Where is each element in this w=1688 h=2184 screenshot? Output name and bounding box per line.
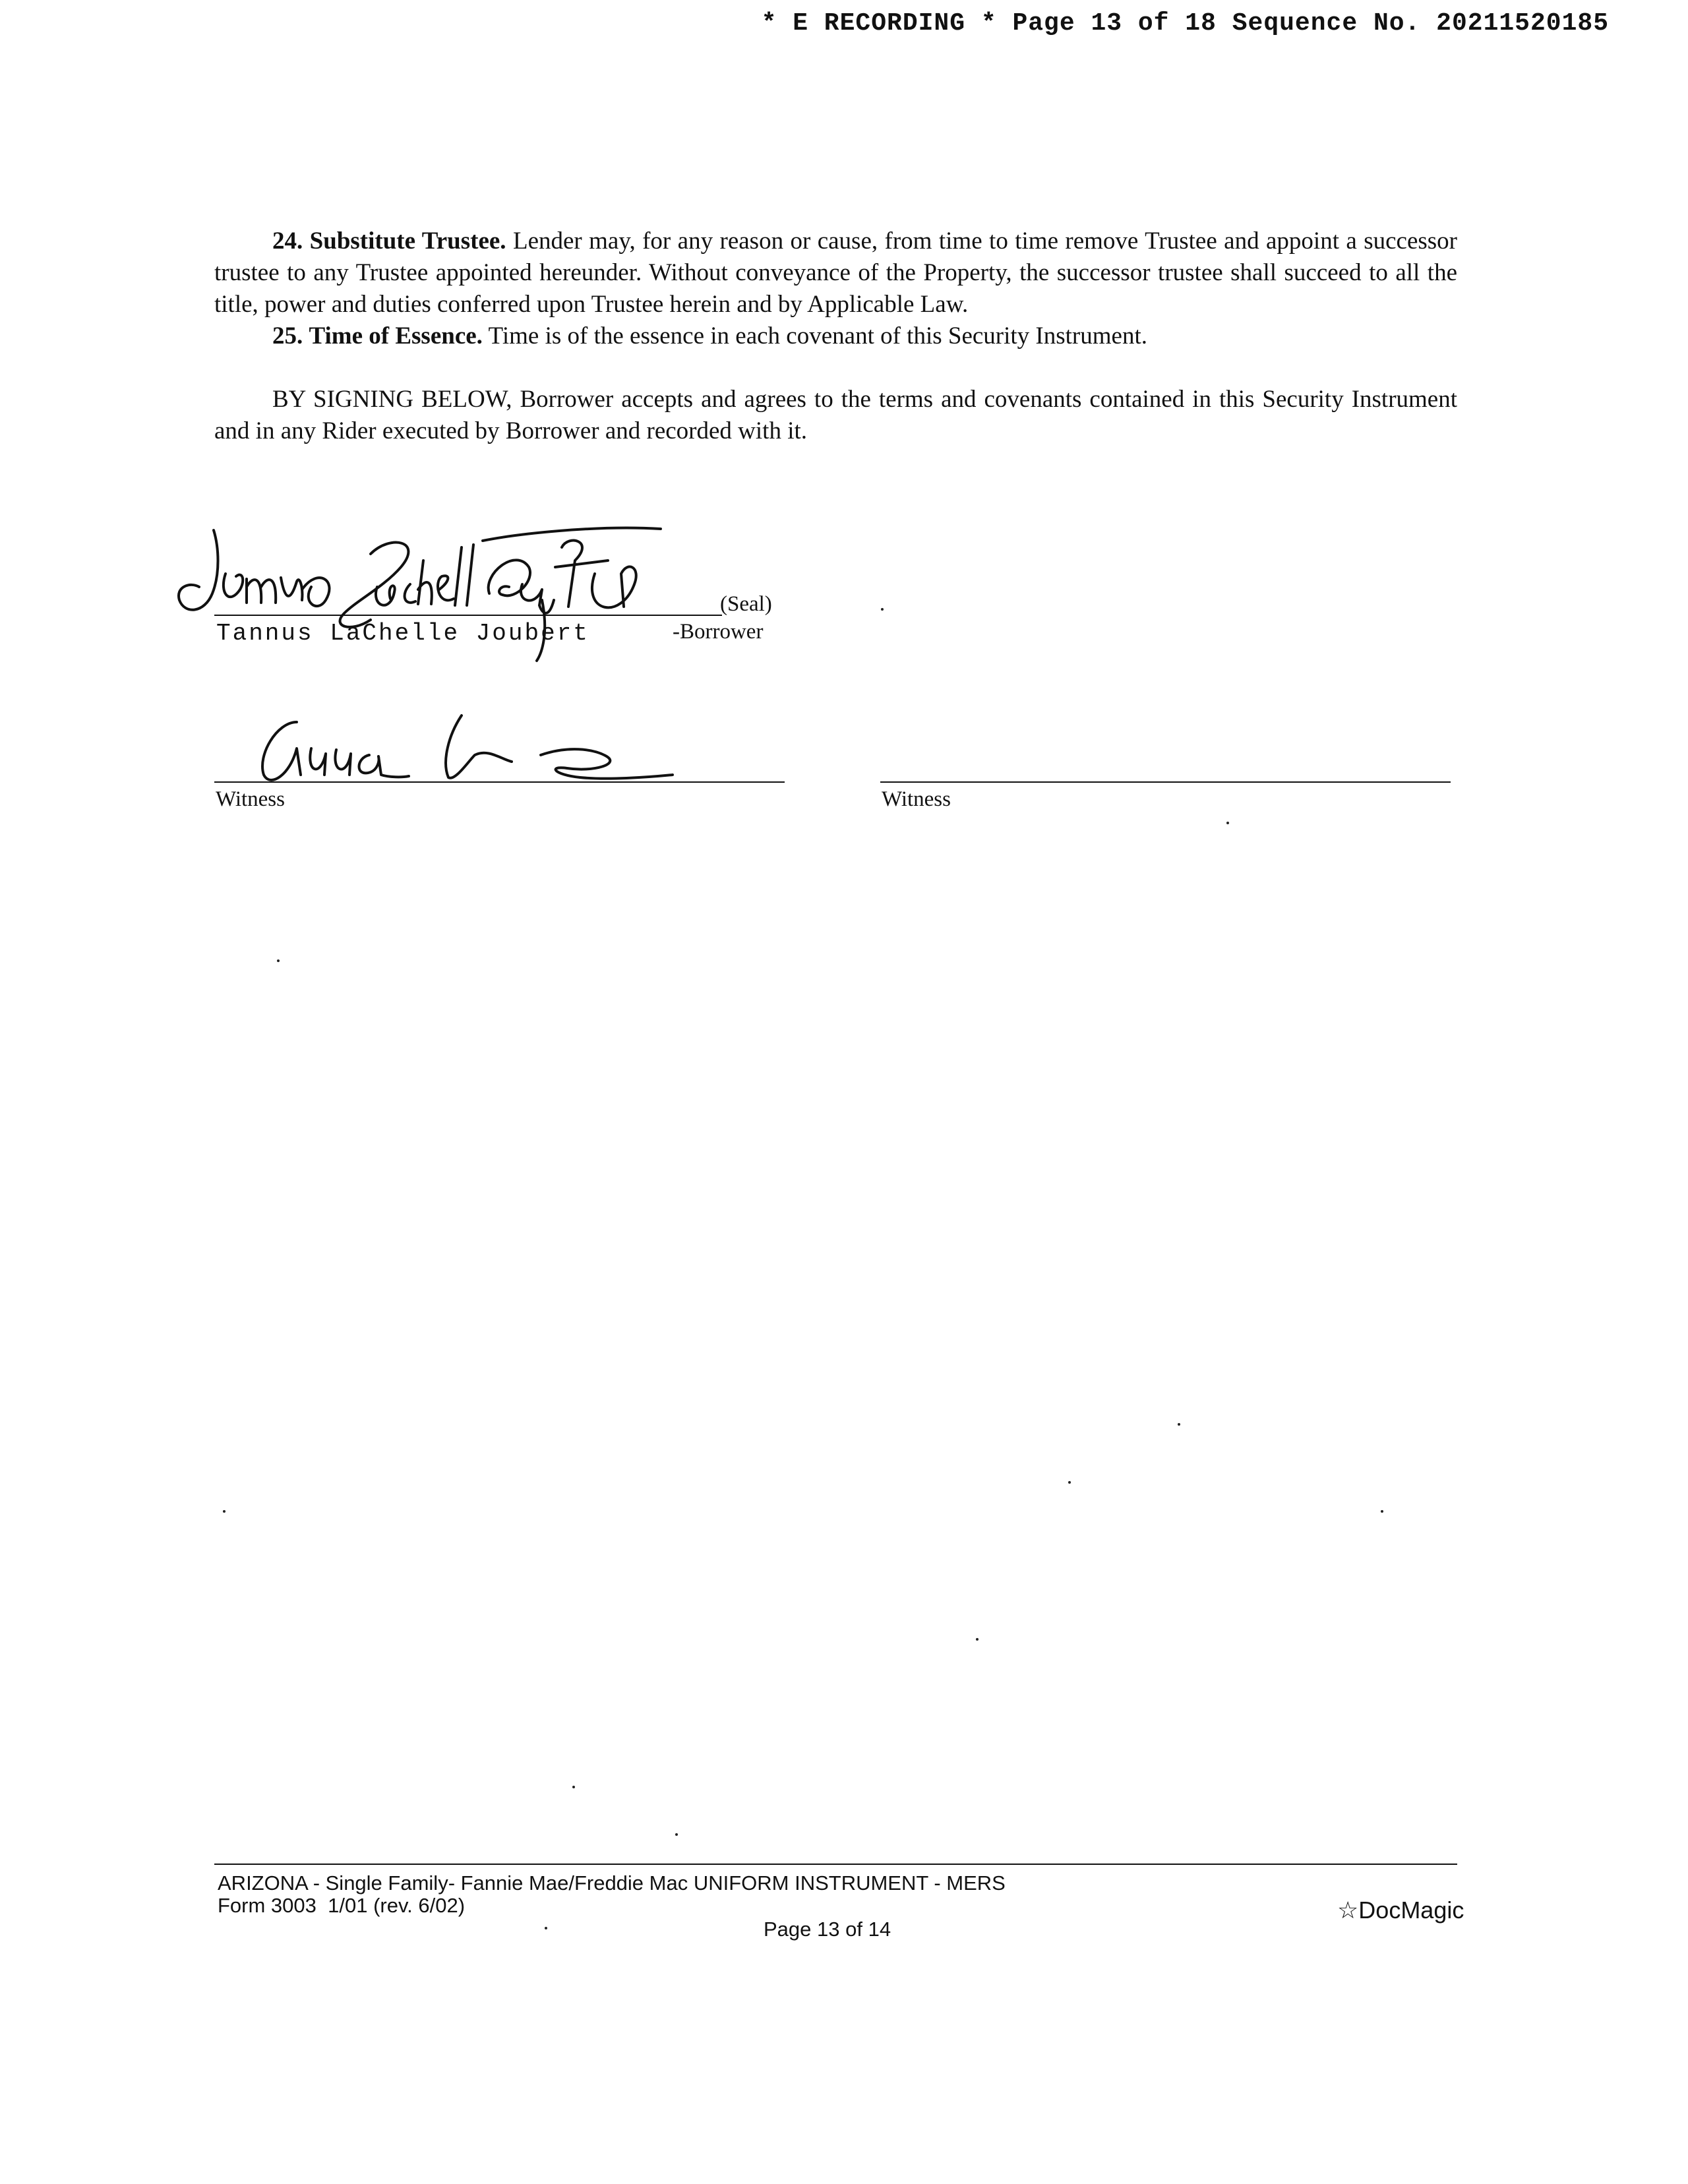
- scan-speck: [277, 959, 280, 962]
- footer-page-number: Page 13 of 14: [764, 1918, 891, 1941]
- scan-speck: [572, 1786, 575, 1788]
- paragraph-gap: [214, 352, 1457, 384]
- witness-handwritten-signature: [251, 709, 686, 788]
- scan-speck: [1178, 1423, 1180, 1426]
- section-25: [214, 320, 1457, 352]
- recording-stamp: * E RECORDING * Page 13 of 18 Sequence No. 20211520185: [761, 9, 1609, 38]
- section-24: [214, 226, 1457, 320]
- docmagic-brand: [1324, 1869, 1464, 1924]
- scan-speck: [675, 1833, 678, 1836]
- scan-speck: [1068, 1481, 1071, 1484]
- star-outline-icon: ☆: [1337, 1896, 1359, 1924]
- signing-statement: BY SIGNING BELOW, Borrower accepts and agrees to the terms and covenants contained in this Security Instrument and in any Rider executed by Borrower and recorded with it.: [214, 386, 1457, 444]
- section-25-title: Time of Essence.: [309, 322, 483, 349]
- section-24-number: 24.: [272, 228, 303, 255]
- section-25-number: 25.: [272, 322, 303, 349]
- witness-right-signature-line: [880, 781, 1451, 783]
- borrower-role-label: -Borrower: [673, 620, 764, 644]
- scan-speck: [976, 1638, 979, 1641]
- scan-speck: [223, 1510, 226, 1513]
- document-body: [214, 226, 1457, 447]
- witness-right-label: Witness: [882, 787, 951, 811]
- borrower-signature-line: [214, 615, 722, 616]
- section-24-title: Substitute Trustee.: [309, 228, 506, 255]
- scan-speck: [1381, 1510, 1383, 1513]
- section-24-text: Lender may, for any reason or cause, from time to time remove Trustee and appoint a successor trustee to any Trustee appointed hereunder. Without conveyance of the Property, the successor trustee shall succeed to all the title, power and duties conferred upon Trustee herein and by Applicable Law.: [214, 228, 1458, 318]
- scan-speck: [1226, 822, 1229, 824]
- scan-speck: [545, 1927, 547, 1929]
- seal-label: (Seal): [720, 592, 772, 616]
- witness-left-label: Witness: [216, 787, 285, 811]
- docmagic-brand-text: DocMagic: [1358, 1896, 1464, 1924]
- borrower-typed-name: Tannus LaChelle Joubert: [216, 620, 589, 647]
- footer-form-number: Form 3003 1/01 (rev. 6/02): [218, 1894, 466, 1917]
- scan-speck: [881, 608, 884, 611]
- footer-form-title: ARIZONA - Single Family- Fannie Mae/Freddie Mac UNIFORM INSTRUMENT - MERS: [218, 1871, 1006, 1895]
- witness-left-signature-line: [214, 781, 785, 783]
- section-25-text: Time is of the essence in each covenant of this Security Instrument.: [488, 322, 1147, 349]
- footer-rule: [214, 1864, 1457, 1865]
